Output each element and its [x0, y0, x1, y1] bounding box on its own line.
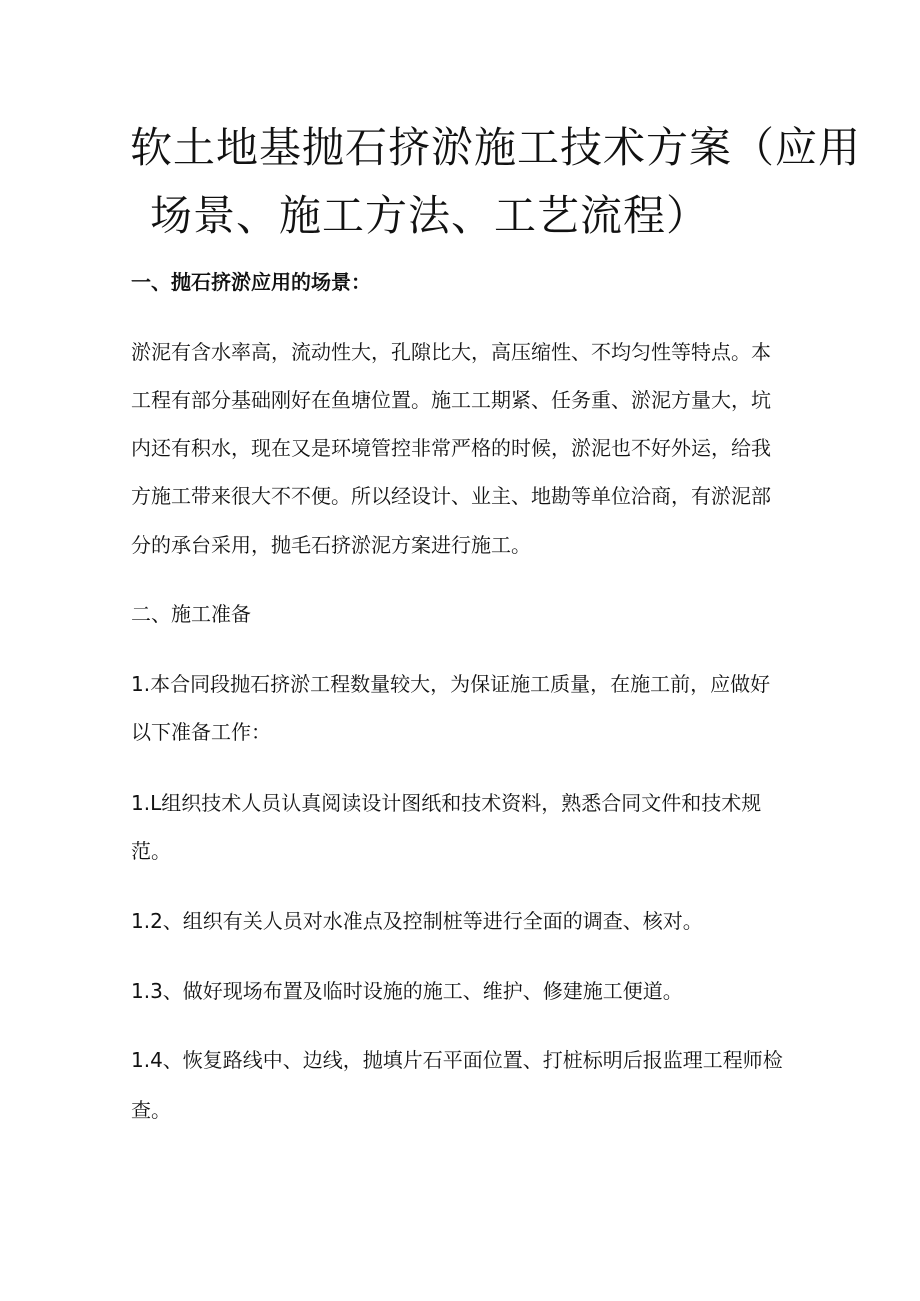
- item-1-line: 1.本合同段抛石挤淤工程数量较大，为保证施工质量，在施工前，应做好: [131, 672, 771, 696]
- item-1-2: 1.2、组织有关人员对水准点及控制桩等进行全面的调查、核对。: [131, 909, 703, 933]
- paragraph-1-line: 方施工带来很大不不便。所以经设计、业主、地勘等单位洽商，有淤泥部: [131, 484, 771, 508]
- item-1-4-line: 1.4、恢复路线中、边线，抛填片石平面位置、打桩标明后报监理工程师检: [131, 1048, 783, 1072]
- paragraph-1-line: 分的承台采用，抛毛石挤淤泥方案进行施工。: [131, 533, 531, 557]
- item-1-4-line: 查。: [131, 1098, 171, 1122]
- document-title-line-2: 场景、施工方法、工艺流程）: [150, 191, 710, 240]
- item-1-1-line: 范。: [131, 839, 171, 863]
- paragraph-1-line: 内还有积水，现在又是环境管控非常严格的时候，淤泥也不好外运，给我: [131, 436, 771, 460]
- paragraph-1-line: 淤泥有含水率高，流动性大，孔隙比大，高压缩性、不均匀性等特点。本: [131, 340, 771, 364]
- section-2-heading: 二、施工准备: [131, 602, 251, 626]
- paragraph-1-line: 工程有部分基础刚好在鱼塘位置。施工工期紧、任务重、淤泥方量大，坑: [131, 388, 771, 412]
- section-1-heading: 一、抛石挤淤应用的场景：: [131, 270, 371, 294]
- document-title-line-1: 软土地基抛石挤淤施工技术方案（应用: [130, 123, 862, 172]
- item-1-line: 以下准备工作：: [131, 720, 271, 744]
- item-1-1-line: 1.L组织技术人员认真阅读设计图纸和技术资料，熟悉合同文件和技术规: [131, 791, 762, 815]
- item-1-3: 1.3、做好现场布置及临时设施的施工、维护、修建施工便道。: [131, 979, 683, 1003]
